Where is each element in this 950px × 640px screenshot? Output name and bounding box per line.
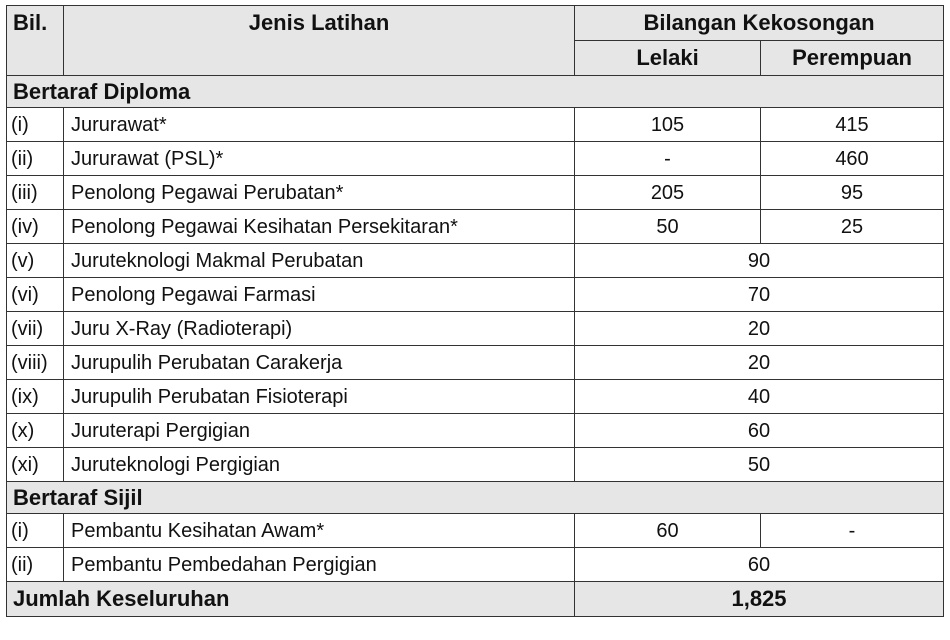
- cell-bil: (i): [7, 108, 64, 142]
- cell-lelaki: 205: [575, 176, 761, 210]
- cell-lelaki: 60: [575, 514, 761, 548]
- cell-jenis-latihan: Juru X-Ray (Radioterapi): [64, 312, 575, 346]
- vacancy-table-container: [6, 5, 944, 617]
- cell-bil: (vii): [7, 312, 64, 346]
- header-lelaki: Lelaki: [575, 41, 761, 76]
- header-row: [7, 6, 944, 41]
- total-value: 1,825: [575, 582, 944, 617]
- table-row: [7, 108, 944, 142]
- cell-jenis-latihan: Juruteknologi Pergigian: [64, 448, 575, 482]
- cell-jenis-latihan: Jurupulih Perubatan Carakerja: [64, 346, 575, 380]
- cell-jumlah: 70: [575, 278, 944, 312]
- cell-jenis-latihan: Juruteknologi Makmal Perubatan: [64, 244, 575, 278]
- section-row: [7, 482, 944, 514]
- cell-perempuan: 460: [761, 142, 944, 176]
- cell-jenis-latihan: Jururawat (PSL)*: [64, 142, 575, 176]
- header-bil: Bil.: [7, 6, 64, 76]
- cell-bil: (viii): [7, 346, 64, 380]
- cell-perempuan: 415: [761, 108, 944, 142]
- cell-bil: (iv): [7, 210, 64, 244]
- cell-jenis-latihan: Juruterapi Pergigian: [64, 414, 575, 448]
- cell-jenis-latihan: Penolong Pegawai Perubatan*: [64, 176, 575, 210]
- cell-jumlah: 20: [575, 346, 944, 380]
- cell-jumlah: 60: [575, 414, 944, 448]
- table-row: [7, 514, 944, 548]
- table-row: [7, 244, 944, 278]
- cell-jumlah: 20: [575, 312, 944, 346]
- cell-bil: (iii): [7, 176, 64, 210]
- cell-perempuan: 95: [761, 176, 944, 210]
- cell-lelaki: -: [575, 142, 761, 176]
- cell-perempuan: 25: [761, 210, 944, 244]
- cell-bil: (x): [7, 414, 64, 448]
- table-row: [7, 448, 944, 482]
- cell-bil: (i): [7, 514, 64, 548]
- cell-lelaki: 50: [575, 210, 761, 244]
- section-title: Bertaraf Diploma: [7, 76, 944, 108]
- cell-bil: (ix): [7, 380, 64, 414]
- section-title: Bertaraf Sijil: [7, 482, 944, 514]
- vacancy-table: [6, 5, 944, 617]
- cell-jenis-latihan: Pembantu Pembedahan Pergigian: [64, 548, 575, 582]
- cell-jumlah: 40: [575, 380, 944, 414]
- cell-perempuan: -: [761, 514, 944, 548]
- header-jenis-latihan: Jenis Latihan: [64, 6, 575, 76]
- cell-lelaki: 105: [575, 108, 761, 142]
- table-row: [7, 142, 944, 176]
- total-row: [7, 582, 944, 617]
- header-bilangan-kekosongan: Bilangan Kekosongan: [575, 6, 944, 41]
- header-perempuan: Perempuan: [761, 41, 944, 76]
- cell-jumlah: 60: [575, 548, 944, 582]
- cell-jenis-latihan: Penolong Pegawai Kesihatan Persekitaran*: [64, 210, 575, 244]
- section-row: [7, 76, 944, 108]
- cell-bil: (v): [7, 244, 64, 278]
- cell-jumlah: 90: [575, 244, 944, 278]
- table-row: [7, 312, 944, 346]
- cell-bil: (ii): [7, 548, 64, 582]
- cell-jenis-latihan: Pembantu Kesihatan Awam*: [64, 514, 575, 548]
- cell-jenis-latihan: Jurupulih Perubatan Fisioterapi: [64, 380, 575, 414]
- table-row: [7, 278, 944, 312]
- table-row: [7, 380, 944, 414]
- total-label: Jumlah Keseluruhan: [7, 582, 575, 617]
- table-row: [7, 210, 944, 244]
- cell-bil: (xi): [7, 448, 64, 482]
- cell-jumlah: 50: [575, 448, 944, 482]
- cell-bil: (vi): [7, 278, 64, 312]
- table-row: [7, 176, 944, 210]
- cell-bil: (ii): [7, 142, 64, 176]
- cell-jenis-latihan: Penolong Pegawai Farmasi: [64, 278, 575, 312]
- table-row: [7, 346, 944, 380]
- cell-jenis-latihan: Jururawat*: [64, 108, 575, 142]
- table-row: [7, 414, 944, 448]
- table-row: [7, 548, 944, 582]
